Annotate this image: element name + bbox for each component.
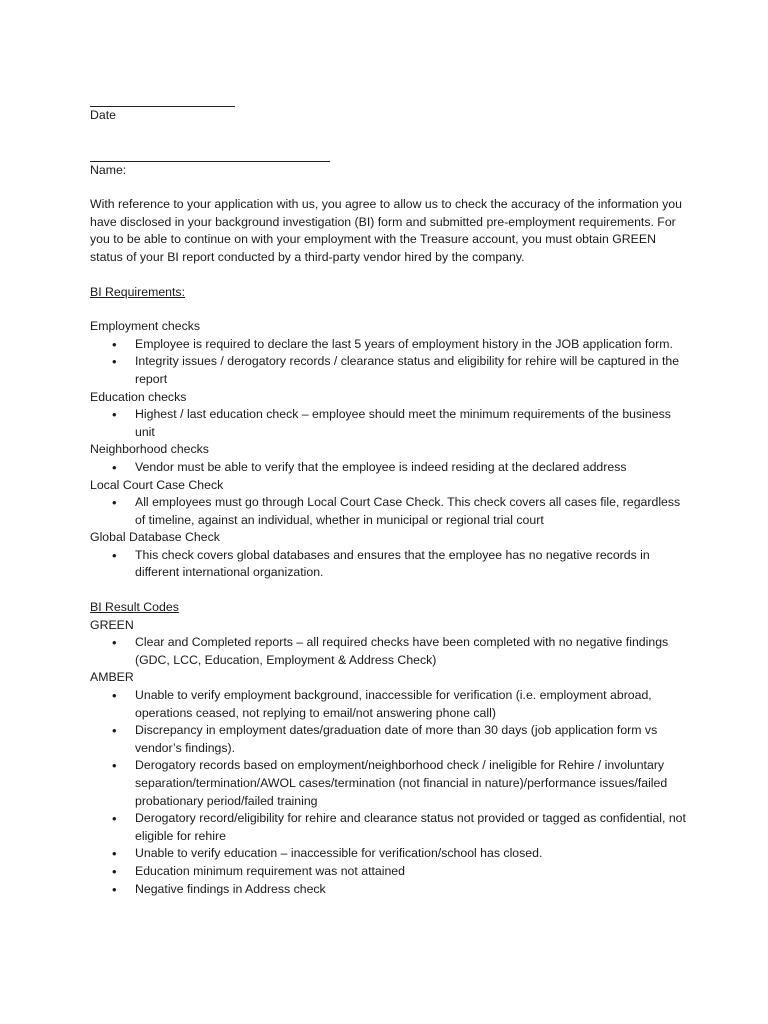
bullet-list bbox=[90, 687, 690, 898]
list-item: • Unable to verify education – inaccessible for verification/school has closed. bbox=[90, 845, 690, 863]
list-item: • Integrity issues / derogatory records / clearance status and eligibility for rehire will be captured in the report bbox=[90, 353, 690, 388]
list-item: • Vendor must be able to verify that the employee is indeed residing at the declared address bbox=[90, 459, 690, 477]
list-item: • Discrepancy in employment dates/graduation date of more than 30 days (job application form vs vendor’s findings). bbox=[90, 722, 690, 757]
bullet-list bbox=[90, 406, 690, 441]
section-heading: Neighborhood checks bbox=[90, 442, 209, 457]
list-item: • Unable to verify employment background, inaccessible for verification (i.e. employment abroad, operations ceased, not replying to email/not answering phone call) bbox=[90, 687, 690, 722]
list-item: • Employee is required to declare the last 5 years of employment history in the JOB application form. bbox=[90, 336, 690, 354]
section-heading: Employment checks bbox=[90, 319, 201, 334]
date-signature-line bbox=[90, 92, 235, 107]
bullet-list bbox=[90, 547, 690, 582]
document-body bbox=[90, 92, 690, 898]
list-item: • Clear and Completed reports – all required checks have been completed with no negative findings (GDC, LCC, Education, Employment & Address Check) bbox=[90, 634, 690, 669]
bi-requirements-title: BI Requirements: bbox=[90, 284, 186, 299]
name-signature-line bbox=[90, 147, 330, 162]
bullet-list bbox=[90, 336, 690, 389]
list-item: • Derogatory records based on employment/neighborhood check / ineligible for Rehire / involuntary separation/termination/AWOL cases/termination (not financial in nature)/performance issues/failed probationary period/failed training bbox=[90, 757, 690, 810]
result-code-heading: GREEN bbox=[90, 617, 134, 632]
section-heading: Education checks bbox=[90, 389, 187, 404]
date-label: Date bbox=[90, 108, 116, 122]
list-item: • This check covers global databases and ensures that the employee has no negative records in different international organization. bbox=[90, 547, 690, 582]
list-item: • All employees must go through Local Court Case Check. This check covers all cases file, regardless of timeline, against an individual, whether in municipal or regional trial court bbox=[90, 494, 690, 529]
list-item: • Derogatory record/eligibility for rehire and clearance status not provided or tagged as confidential, not eligible for rehire bbox=[90, 810, 690, 845]
result-code-heading: AMBER bbox=[90, 670, 134, 685]
bullet-list bbox=[90, 634, 690, 669]
name-label: Name: bbox=[90, 162, 127, 177]
bullet-list bbox=[90, 494, 690, 529]
list-item: • Negative findings in Address check bbox=[90, 881, 690, 899]
list-item: • Highest / last education check – employee should meet the minimum requirements of the business unit bbox=[90, 406, 690, 441]
bi-result-codes-title: BI Result Codes bbox=[90, 600, 179, 615]
list-item: • Education minimum requirement was not attained bbox=[90, 863, 690, 881]
intro-paragraph: With reference to your application with us, you agree to allow us to check the accuracy of the information you have disclosed in your background investigation (BI) form and submitted pre-employment requirements. For you to be able to continue on with your employment with the Treasure account, you must obtain GREEN status of your BI report conducted by a third-party vendor hired by the company. bbox=[90, 197, 682, 264]
section-heading: Global Database Check bbox=[90, 530, 220, 545]
bullet-list bbox=[90, 459, 690, 477]
section-heading: Local Court Case Check bbox=[90, 477, 224, 492]
